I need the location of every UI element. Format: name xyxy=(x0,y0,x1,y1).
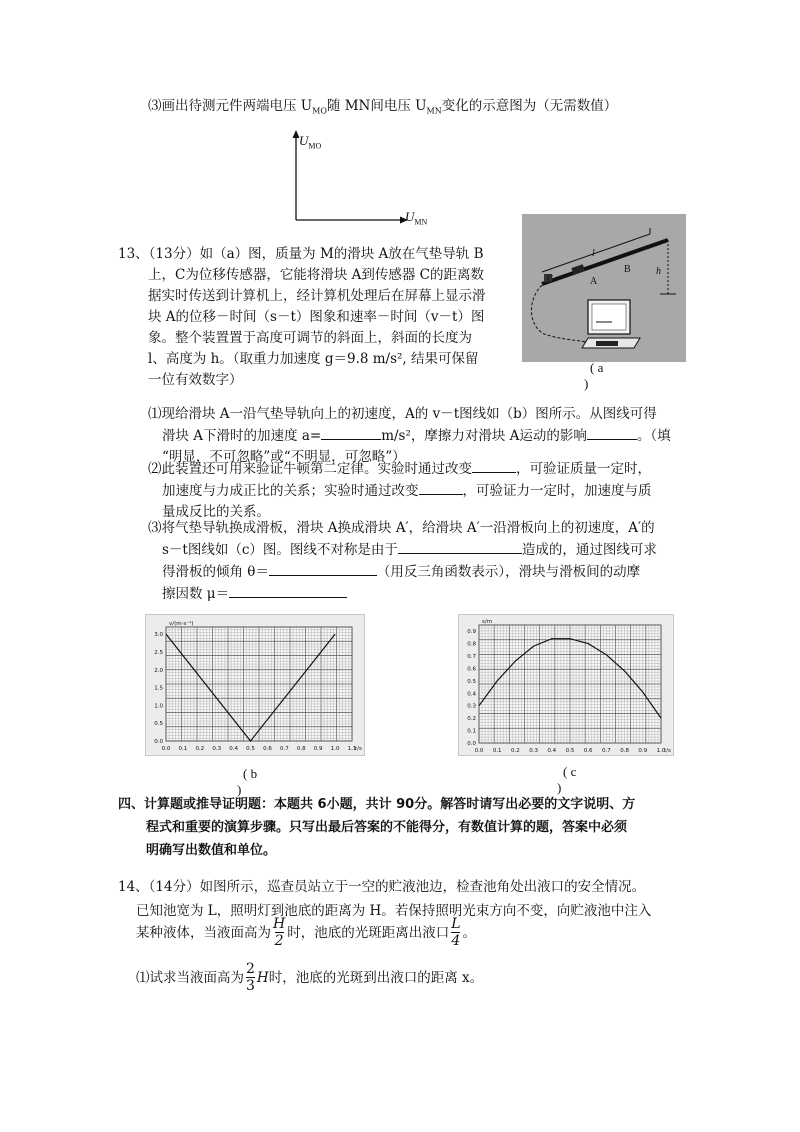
fig-a-label-b: B xyxy=(624,264,631,275)
q12-part3-text xyxy=(148,96,617,118)
y-tick-label: 0.6 xyxy=(467,666,476,673)
y-tick-label: 0.5 xyxy=(154,721,163,728)
fig-c-caption: ( c xyxy=(563,764,577,779)
q13-p1-line2a: 滑块 A下滑时的加速度 a= xyxy=(162,427,322,444)
frac1-den: 2 xyxy=(274,933,284,950)
q13-p1-line3: “明显，不可忽略”或“不明显，可忽略”） xyxy=(162,448,406,465)
x-tick-label: 0.9 xyxy=(313,746,323,752)
q13-p1-line2 xyxy=(162,425,688,447)
x-tick-label: 0.0 xyxy=(474,748,484,754)
q12-axis-y-sub: MO xyxy=(308,141,322,151)
q13-intro-line5: 象。整个装置置于高度可调节的斜面上，斜面的长度为 xyxy=(148,329,472,346)
y-tick-label: 0.3 xyxy=(467,703,476,710)
st-chart xyxy=(459,615,673,755)
q14-line3c: 。 xyxy=(462,924,477,941)
q13-intro-line6: l、高度为 h。（取重力加速度 g＝9.8 m/s², 结果可保留 xyxy=(148,350,479,367)
q13-p3-line2a: s－t图线如（c）图。图线不对称是由于 xyxy=(162,541,398,558)
x-tick-label: 0.9 xyxy=(638,748,648,754)
x-tick-label: 0.2 xyxy=(195,746,205,752)
q12-part3-c: 变化的示意图为（无需数值） xyxy=(441,98,618,114)
q14-part1 xyxy=(136,962,483,995)
x-tick-label: 1.1 xyxy=(347,746,357,752)
friction-coefficient-blank[interactable] xyxy=(229,583,347,598)
y-axis-label: s/m xyxy=(482,619,493,625)
variable-blank-1[interactable] xyxy=(472,458,516,473)
fig-b-caption: ( b xyxy=(243,766,258,781)
x-tick-label: 0.6 xyxy=(583,748,593,754)
x-tick-label: 0.1 xyxy=(492,748,502,754)
graph-c-panel xyxy=(458,614,674,756)
frac-h-over-2 xyxy=(273,917,285,950)
q13-p2-line2b: ，可验证力一定时，加速度与质 xyxy=(462,482,652,499)
q12-part3-b: 随 MN间电压 U xyxy=(326,98,427,114)
fig-a-caption-close: ) xyxy=(584,376,589,391)
x-tick-label: 0.8 xyxy=(296,746,306,752)
q12-axis-x-sub: MN xyxy=(414,217,428,227)
q13-intro-line2: 上，C为位移传感器，它能将滑块 A到传感器 C的距离数 xyxy=(148,266,484,283)
y-tick-label: 2.0 xyxy=(154,667,163,674)
q13-p3-line3 xyxy=(162,561,688,583)
q13-p2-line2 xyxy=(162,480,688,502)
q13-p2-line2a: 加速度与力成正比的关系；实验时通过改变 xyxy=(162,482,419,499)
frac1-num: H xyxy=(273,916,286,932)
y-tick-label: 0.0 xyxy=(467,741,476,747)
q12-sub1: MO xyxy=(312,106,327,116)
q13-p3-line3a: 得滑板的倾角 θ＝ xyxy=(162,563,269,580)
frac-l-over-4 xyxy=(451,917,460,950)
x-tick-label: 0.0 xyxy=(161,746,171,752)
q13-intro-line7: 一位有效数字） xyxy=(148,371,243,388)
q14-p1b: 时，池底的光斑到出液口的距离 x。 xyxy=(268,969,484,986)
friction-effect-blank[interactable] xyxy=(587,425,637,440)
fig-a-label-h: h xyxy=(656,266,661,277)
x-axis-label: t/s xyxy=(355,746,362,752)
vt-chart xyxy=(146,615,364,755)
frac2-num: L xyxy=(451,916,461,932)
q13-part2 xyxy=(148,458,688,523)
q14-line3a: 某种液体，当液面高为 xyxy=(136,924,271,941)
x-tick-label: 0.3 xyxy=(212,746,222,752)
y-tick-label: 0.7 xyxy=(467,654,476,661)
fig-a-label-a: A xyxy=(590,276,598,287)
q13-p3-line2 xyxy=(162,539,688,561)
x-tick-label: 0.7 xyxy=(279,746,289,752)
x-tick-label: 1.0 xyxy=(330,746,340,752)
q13-p2-line3: 量成反比的关系。 xyxy=(162,503,270,520)
q13-p3-line2b: 造成的，通过图线可求 xyxy=(521,541,657,558)
q13-p1-line2b: m/s²，摩擦力对滑块 A运动的影响 xyxy=(381,427,587,444)
figure-a-apparatus xyxy=(522,214,686,362)
q12-axis-x-label xyxy=(405,207,427,229)
q14-line1: 14、（14分）如图所示，巡查员站立于一空的贮液池边，检查池角处出液口的安全情况。 xyxy=(118,879,646,895)
fig-c-caption-close: ) xyxy=(557,780,562,795)
q12-sub2: MN xyxy=(426,106,442,116)
q14-p1-var: H xyxy=(256,969,269,986)
q14-line2: 已知池宽为 L，照明灯到池底的距离为 H。若保持照明光束方向不变，向贮液池中注入 xyxy=(136,902,652,919)
y-tick-label: 0.5 xyxy=(467,678,476,685)
y-tick-label: 0.0 xyxy=(154,739,163,745)
y-tick-label: 1.5 xyxy=(154,685,163,692)
frac3-den: 3 xyxy=(246,978,255,995)
x-tick-label: 1.0 xyxy=(656,748,666,754)
x-tick-label: 0.1 xyxy=(178,746,188,752)
x-tick-label: 0.7 xyxy=(602,748,611,754)
q13-intro-line4: 块 A的位移－时间（s－t）图象和速率－时间（v－t）图 xyxy=(148,308,485,325)
x-tick-label: 0.6 xyxy=(263,746,272,752)
section4-line2: 程式和重要的演算步骤。只写出最后答案的不能得分，有数值计算的题，答案中必须 xyxy=(146,819,628,835)
y-tick-label: 0.2 xyxy=(467,716,476,723)
q13-p3-line4 xyxy=(162,583,688,605)
asymmetry-reason-blank[interactable] xyxy=(398,539,522,554)
q12-part3-a: ⑶画出待测元件两端电压 U xyxy=(148,98,313,114)
fig-a-caption: ( a xyxy=(590,360,604,375)
frac-two-thirds xyxy=(246,962,255,995)
frac2-den: 4 xyxy=(451,933,461,950)
y-tick-label: 0.8 xyxy=(467,641,476,648)
graph-b-panel xyxy=(145,614,365,756)
q14-p1a: ⑴试求当液面高为 xyxy=(136,969,244,986)
section4-line3: 明确写出数值和单位。 xyxy=(146,842,277,858)
x-tick-label: 0.4 xyxy=(547,748,557,754)
q13-part3 xyxy=(148,518,688,605)
q13-intro-line3: 据实时传送到计算机上，经计算机处理后在屏幕上显示滑 xyxy=(148,287,486,304)
x-tick-label: 0.3 xyxy=(529,748,538,754)
x-tick-label: 0.4 xyxy=(229,746,239,752)
q13-p2-line1b: ，可验证质量一定时， xyxy=(516,461,651,477)
q13-intro-line1: 13、（13分）如（a）图，质量为 M的滑块 A放在气垫导轨 B xyxy=(118,246,484,262)
y-tick-label: 2.5 xyxy=(154,649,163,656)
q13-p1-line1: ⑴现给滑块 A一沿气垫导轨向上的初速度，A的 v－t图线如（b）图所示。从图线可得 xyxy=(148,406,657,422)
angle-blank[interactable] xyxy=(269,561,377,576)
fig-a-label-l: l xyxy=(592,248,595,259)
q13-p2-line1 xyxy=(148,458,688,480)
q12-axis-x: U xyxy=(405,209,415,224)
y-tick-label: 0.4 xyxy=(467,691,476,698)
frac3-num: 2 xyxy=(246,961,255,977)
y-tick-label: 0.1 xyxy=(467,728,476,735)
q12-axis-y-label xyxy=(299,131,321,153)
q13-p1-line2c: 。（填 xyxy=(636,427,671,444)
q13-p3-line3b: （用反三角函数表示），滑块与滑板间的动摩 xyxy=(376,563,641,580)
q13-p3-line1: ⑶将气垫导轨换成滑板，滑块 A换成滑块 A′，给滑块 A′一沿滑板向上的初速度，A′的 xyxy=(148,520,655,536)
q13-intro xyxy=(118,244,518,390)
q13-p2-line1a: ⑵此装置还可用来验证牛顿第二定律。实验时通过改变 xyxy=(148,461,472,477)
x-tick-label: 0.8 xyxy=(620,748,629,754)
q13-p3-line4-text: 擦因数 μ＝ xyxy=(162,585,230,602)
y-tick-label: 3.0 xyxy=(154,632,163,639)
y-axis-label: v/(m·s⁻¹) xyxy=(169,621,194,627)
y-tick-label: 0.9 xyxy=(467,629,476,636)
variable-blank-2[interactable] xyxy=(419,480,463,495)
section4-line1: 四、计算题或推导证明题：本题共 6小题，共计 90分。解答时请写出必要的文字说明、方 xyxy=(118,797,636,812)
y-tick-label: 1.0 xyxy=(154,703,163,710)
fig-a-label-c: C xyxy=(547,274,554,285)
fig-b-caption-close: ) xyxy=(237,782,242,797)
section4-instructions xyxy=(118,794,698,862)
q12-axis-y: U xyxy=(299,133,309,148)
q14-line3b: 时，池底的光斑距离出液口 xyxy=(287,924,450,941)
q14-line3 xyxy=(136,917,476,950)
x-tick-label: 0.2 xyxy=(511,748,520,754)
x-axis-label: t/s xyxy=(664,748,671,754)
accel-blank[interactable] xyxy=(321,425,381,440)
x-tick-label: 0.5 xyxy=(565,748,575,754)
x-tick-label: 0.5 xyxy=(246,746,255,752)
